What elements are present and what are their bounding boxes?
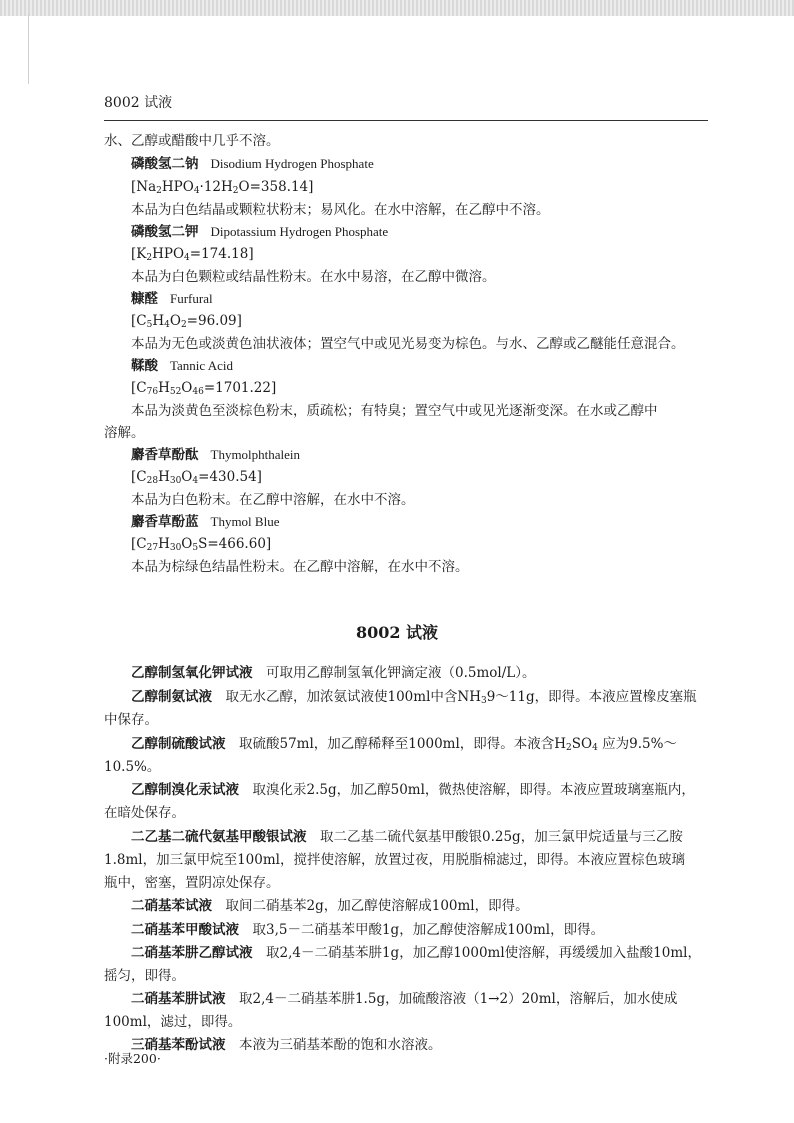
solution-name: 乙醇制硫酸试液	[131, 736, 226, 752]
solution-item	[131, 781, 714, 799]
solution-desc: 取二乙基二硫代氨基甲酸银0.25g，加三氯甲烷适量与三乙胺	[320, 829, 683, 845]
solution-desc: 取间二硝基苯2g，加乙醇使溶解成100ml，即得。	[225, 898, 529, 914]
solution-item	[131, 990, 714, 1008]
entry-desc: 本品为无色或淡黄色油状液体；置空气中或见光易变为棕色。与水、乙醇或乙醚能任意混合。	[131, 336, 685, 352]
solution-item	[131, 921, 714, 939]
solution-item	[131, 664, 714, 682]
solution-desc: 取2,4－二硝基苯肼1.5g，加硫酸溶液（1→2）20ml，溶解后，加水使成	[239, 991, 678, 1007]
solution-desc-cont: 100ml，滤过，即得。	[104, 1014, 242, 1030]
solution-item	[131, 1036, 714, 1054]
continuation-line: 水、乙醇或醋酸中几乎不溶。	[104, 133, 280, 149]
formula-tannic: $[C_{76}H_{52}O_{46}=1701.22]$	[131, 380, 277, 397]
entry-name-cn: 磷酸氢二钾	[131, 224, 199, 240]
entry-desc: 本品为棕绿色结晶性粉末。在乙醇中溶解，在水中不溶。	[131, 559, 469, 575]
solution-desc: 本液为三硝基苯酚的饱和水溶液。	[239, 1037, 442, 1053]
solution-name: 乙醇制氨试液	[131, 689, 212, 705]
solution-name: 二硝基苯肼试液	[131, 991, 226, 1007]
entry-desc: 本品为白色粉末。在乙醇中溶解，在水中不溶。	[131, 492, 415, 508]
entry-heading-furfural	[131, 290, 714, 308]
formula-furfural: $[C_5H_4O_2=96.09]$	[131, 313, 242, 330]
solution-desc: 取2,4－二硝基苯肼1g，加乙醇1000ml使溶解，再缓缓加入盐酸10ml，	[266, 945, 701, 961]
entry-heading-thymol-blue	[131, 513, 714, 531]
solution-item: 乙醇制硫酸试液 取硫酸57ml，加乙醇稀释至1000ml，即得。本液含$H_2SO_4$ 应为9.5%～	[131, 736, 677, 753]
solution-desc: SO	[571, 736, 593, 752]
entry-desc-cont: 溶解。	[104, 425, 145, 441]
solution-item: 乙醇制氨试液 取无水乙醇，加浓氨试液使100ml中含$NH_39\sim 11g$，即得。本液应置橡皮塞瓶	[131, 689, 697, 706]
page-number: ·附录200·	[104, 1051, 161, 1066]
scan-mark	[28, 14, 29, 84]
solution-item	[131, 828, 714, 846]
entry-name-cn: 磷酸氢二钠	[131, 156, 199, 172]
entry-desc: 本品为白色结晶或颗粒状粉末；易风化。在水中溶解，在乙醇中不溶。	[131, 202, 550, 218]
entry-name-en: Furfural	[170, 291, 213, 306]
entry-name-en: Thymol Blue	[210, 514, 280, 529]
entry-name-en: Thymolphthalein	[210, 447, 301, 462]
solution-name: 三硝基苯酚试液	[131, 1037, 226, 1053]
entry-desc: 本品为淡黄色至淡棕色粉末，质疏松；有特臭；置空气中或见光逐渐变深。在水或乙醇中	[131, 403, 658, 419]
solution-desc-cont: 10.5%。	[104, 759, 161, 775]
entry-name-en: Disodium Hydrogen Phosphate	[210, 156, 374, 171]
entry-name-en: Tannic Acid	[170, 358, 233, 373]
solution-desc: 9～11g，即得。本液应置橡皮塞瓶	[486, 689, 697, 705]
solution-item	[131, 944, 714, 962]
solution-desc: 取硫酸57ml，加乙醇稀释至1000ml，即得。本液含H	[239, 736, 567, 752]
scan-edge	[0, 0, 794, 16]
entry-desc: 本品为白色颗粒或结晶性粉末。在水中易溶，在乙醇中微溶。	[131, 269, 496, 285]
solution-desc: 取3,5－二硝基苯甲酸1g，加乙醇使溶解成100ml，即得。	[252, 922, 605, 938]
entry-name-en: Dipotassium Hydrogen Phosphate	[210, 224, 389, 239]
solution-name: 二硝基苯肼乙醇试液	[131, 945, 253, 961]
entry-name-cn: 糠醛	[131, 291, 158, 307]
solution-desc-cont: 1.8ml，加三氯甲烷至100ml，搅拌使溶解，放置过夜，用脱脂棉滤过，即得。本液应置棕色玻璃	[104, 852, 685, 868]
solution-desc: 取溴化汞2.5g，加乙醇50ml，微热使溶解，即得。本液应置玻璃塞瓶内，	[252, 782, 695, 798]
solution-desc: 应为9.5%～	[602, 736, 677, 752]
solution-name: 二乙基二硫代氨基甲酸银试液	[131, 829, 307, 845]
solution-desc: 取无水乙醇，加浓氨试液使100ml中含NH	[225, 689, 481, 705]
solution-name: 乙醇制氢氧化钾试液	[131, 665, 253, 681]
entry-heading-dipotassium	[131, 223, 714, 241]
header-rule	[104, 120, 708, 121]
entry-name-cn: 麝香草酚蓝	[131, 514, 199, 530]
formula-thymol-blue: $[C_{27}H_{30}O_5S=466.60]$	[131, 536, 272, 553]
formula-dipotassium: $[K_2HPO_4=174.18]$	[131, 246, 254, 263]
entry-name-cn: 麝香草酚酞	[131, 447, 199, 463]
solution-desc-cont: 中保存。	[104, 712, 158, 728]
entry-heading-tannic	[131, 357, 714, 375]
solution-name: 乙醇制溴化汞试液	[131, 782, 239, 798]
solution-desc-cont: 瓶中，密塞，置阴凉处保存。	[104, 875, 280, 891]
section-title: 8002 试液	[355, 623, 439, 642]
running-header: 8002 试液	[104, 95, 173, 111]
formula-disodium: $[Na_2HPO_4\cdot 12H_2O=358.14]$	[131, 179, 314, 196]
entry-heading-thymolphthalein	[131, 446, 714, 464]
solution-name: 二硝基苯试液	[131, 898, 212, 914]
formula-thymolphthalein: $[C_{28}H_{30}O_4=430.54]$	[131, 469, 262, 486]
solution-name: 二硝基苯甲酸试液	[131, 922, 239, 938]
solution-desc-cont: 在暗处保存。	[104, 805, 185, 821]
entry-heading-disodium	[131, 155, 714, 173]
solution-desc: 可取用乙醇制氢氧化钾滴定液（0.5mol/L）。	[266, 665, 536, 681]
entry-name-cn: 鞣酸	[131, 358, 158, 374]
solution-desc-cont: 摇匀，即得。	[104, 968, 185, 984]
solution-item	[131, 897, 714, 915]
